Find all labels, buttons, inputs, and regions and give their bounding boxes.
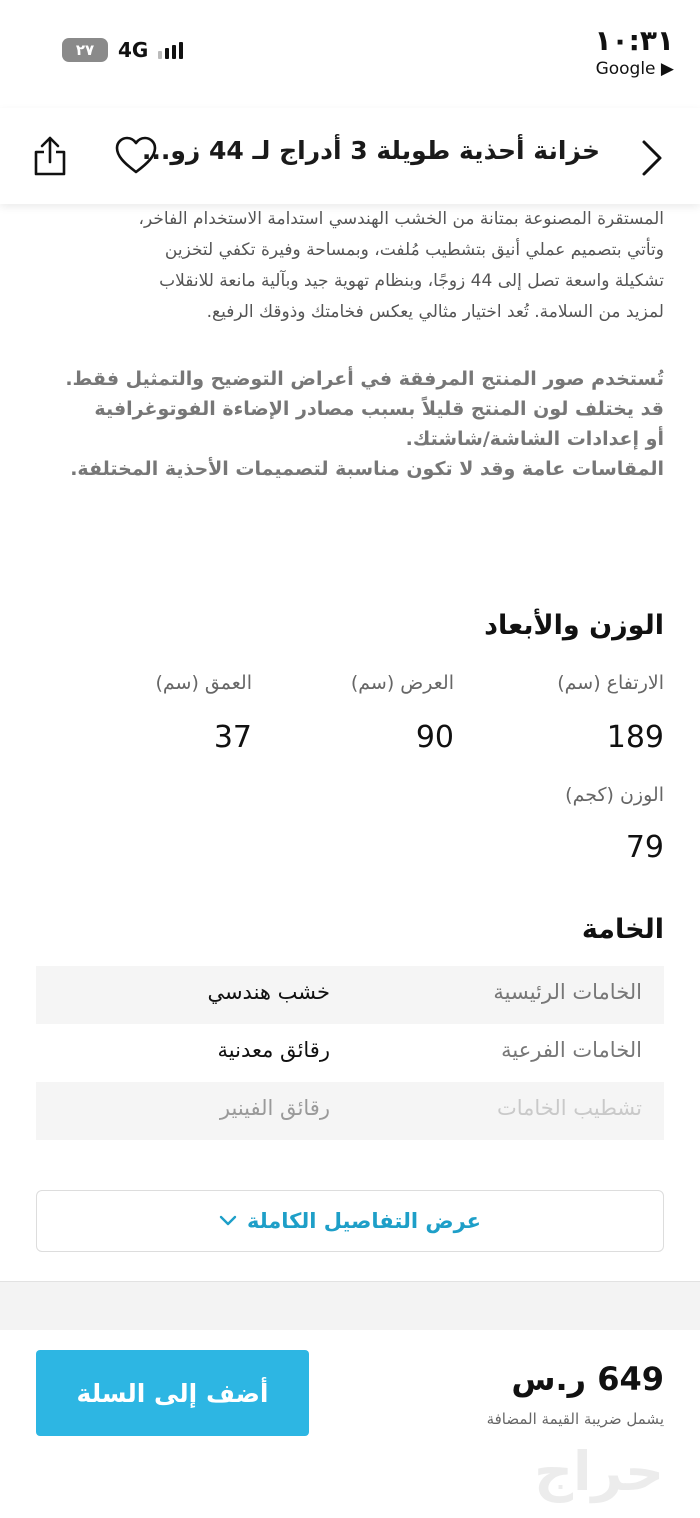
status-indicators [62,38,183,62]
material-key: الخامات الفرعية [501,1038,642,1062]
description-line: لمزيد من السلامة. تُعد اختيار مثالي يعكس فخامتك وذوقك الرفيع. [206,302,664,322]
weight-value: 79 [625,830,664,865]
battery-icon: ٢٧ [62,38,108,62]
material-value: رقائق معدنية [217,1038,330,1062]
chevron-right-icon [636,138,666,178]
material-value: رقائق الفينير [219,1096,330,1120]
page-title: خزانة أحذية طويلة 3 أدراج لـ 44 زو... [141,136,600,165]
description-line: تشكيلة واسعة تصل إلى 44 زوجًا، وبنظام تهوية جيد وبآلية مانعة للانقلاب [159,271,664,291]
network-type: 4G [118,38,149,62]
height-value: 189 [606,720,664,755]
disclaimer-line: أو إعدادات الشاشة/شاشتك. [405,428,664,450]
add-to-cart-button[interactable] [36,1350,309,1436]
share-icon [30,134,70,178]
disclaimer-line: تُستخدم صور المنتج المرفقة في أعراض التوضيح والتمثيل فقط. [65,368,664,390]
product-header [0,108,700,204]
chevron-down-icon [219,1215,237,1227]
share-button[interactable] [30,134,70,178]
depth-value: 37 [213,720,252,755]
description-line: وتأتي بتصميم عملي أنيق بتشطيب مُلفت، وبمساحة وفيرة تكفي لتخزين [164,240,664,260]
vat-note: يشمل ضريبة القيمة المضافة [486,1410,664,1428]
table-row [36,1082,664,1140]
status-bar [0,0,700,100]
signal-icon [158,41,183,59]
disclaimer-line: المقاسات عامة وقد لا تكون مناسبة لتصميمات الأحذية المختلفة. [70,458,664,480]
material-key: تشطيب الخامات [496,1096,642,1120]
show-full-details-button[interactable] [36,1190,664,1252]
disclaimer-line: قد يختلف لون المنتج قليلاً بسبب مصادر الإضاءة الفوتوغرافية [94,398,664,420]
show-full-details-label: عرض التفاصيل الكاملة [246,1209,482,1233]
product-description [34,204,664,484]
product-price: 649 ر.س [511,1360,664,1398]
section-gap [0,1282,700,1330]
table-row [36,966,664,1024]
height-label: الارتفاع (سم) [557,672,664,694]
width-label: العرض (سم) [350,672,454,694]
description-line: المستقرة المصنوعة بمتانة من الخشب الهندسي استدامة الاستخدام الفاخر، [138,209,664,229]
haraj-watermark: حراج [534,1440,664,1503]
status-right [594,24,674,79]
dimensions-title: الوزن والأبعاد [484,610,664,641]
materials-title: الخامة [581,914,664,945]
material-key: الخامات الرئيسية [493,980,642,1004]
table-row [36,1024,664,1082]
purchase-bar [0,1330,700,1518]
back-button[interactable] [636,138,666,178]
depth-label: العمق (سم) [155,672,252,694]
back-to-app-link[interactable]: Google ▶ [595,59,674,79]
disclaimer [34,364,664,484]
weight-label: الوزن (كجم) [565,784,664,806]
width-value: 90 [415,720,454,755]
clock: ١٠:٣١ [594,24,674,57]
add-to-cart-label: أضف إلى السلة [76,1378,269,1408]
material-value: خشب هندسي [207,980,330,1004]
